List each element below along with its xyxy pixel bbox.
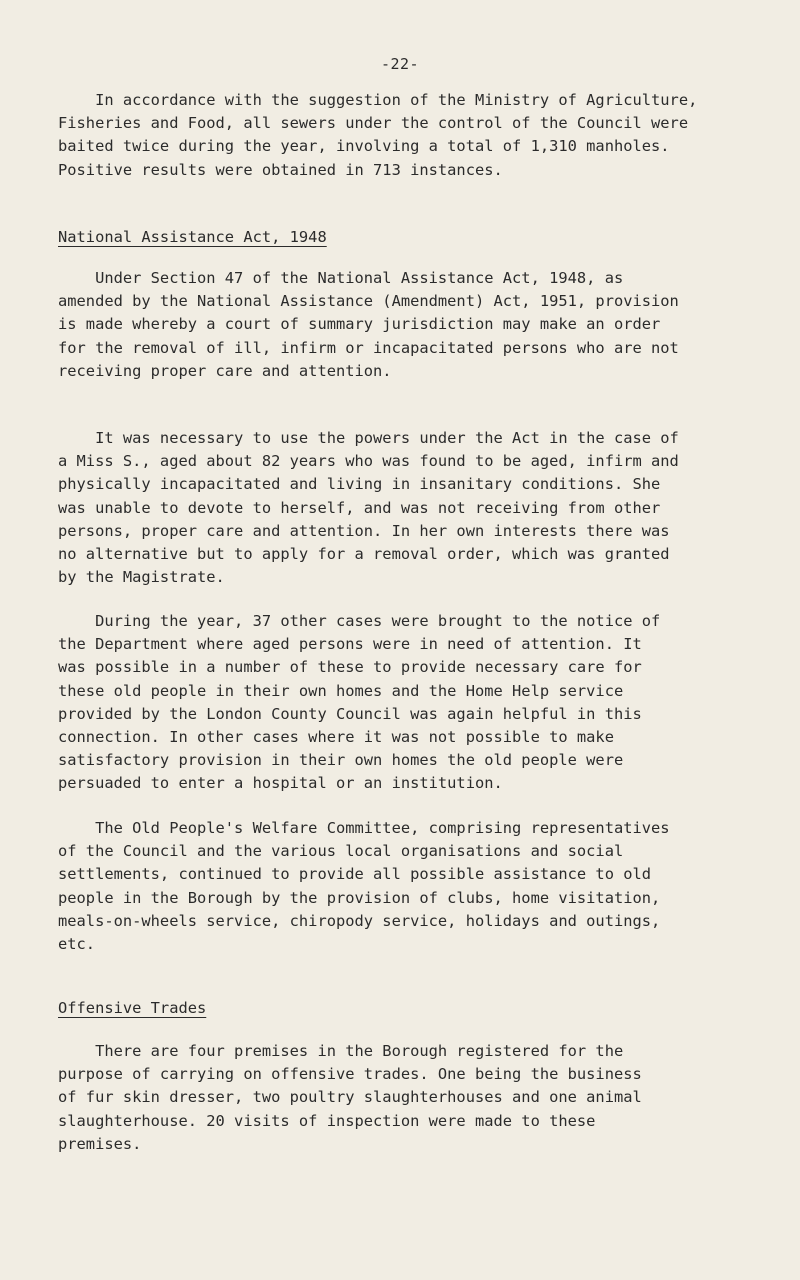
paragraph-offensive-trades bbox=[58, 1040, 788, 1156]
text-line: premises. bbox=[58, 1134, 142, 1153]
text-line: by the Magistrate. bbox=[58, 568, 225, 587]
text-line: people in the Borough by the provision of clubs, home visitation, bbox=[58, 888, 661, 907]
text-line: receiving proper care and attention. bbox=[58, 361, 392, 380]
text-line: is made whereby a court of summary jurisdiction may make an order bbox=[58, 315, 661, 334]
text-line: There are four premises in the Borough registered for the bbox=[58, 1042, 624, 1060]
text-line: During the year, 37 other cases were brought to the notice of bbox=[58, 612, 661, 630]
heading-offensive-trades: Offensive Trades bbox=[58, 999, 207, 1017]
paragraph-aged-persons-cases bbox=[58, 610, 788, 796]
text-line: The Old People's Welfare Committee, comprising representatives bbox=[58, 819, 670, 837]
text-line: settlements, continued to provide all possible assistance to old bbox=[58, 865, 652, 884]
text-line: satisfactory provision in their own homes the old people were bbox=[58, 751, 624, 770]
text-line: no alternative but to apply for a removal order, which was granted bbox=[58, 545, 670, 564]
text-line: Under Section 47 of the National Assistance Act, 1948, as bbox=[58, 269, 624, 287]
text-line: meals-on-wheels service, chiropody service, holidays and outings, bbox=[58, 911, 661, 930]
text-line: persons, proper care and attention. In her own interests there was bbox=[58, 521, 670, 540]
text-line: a Miss S., aged about 82 years who was found to be aged, infirm and bbox=[58, 452, 679, 471]
text-line: amended by the National Assistance (Amendment) Act, 1951, provision bbox=[58, 292, 679, 311]
paragraph-section-47 bbox=[58, 267, 788, 383]
paragraph-sewer-baiting bbox=[58, 89, 788, 182]
text-line: slaughterhouse. 20 visits of inspection were made to these bbox=[58, 1111, 596, 1130]
heading-national-assistance-act: National Assistance Act, 1948 bbox=[58, 228, 327, 246]
text-line: of the Council and the various local organisations and social bbox=[58, 842, 624, 861]
text-line: Positive results were obtained in 713 instances. bbox=[58, 160, 503, 179]
text-line: the Department where aged persons were in need of attention. It bbox=[58, 635, 642, 654]
text-line: Fisheries and Food, all sewers under the control of the Council were bbox=[58, 114, 689, 133]
text-line: physically incapacitated and living in insanitary conditions. She bbox=[58, 475, 661, 494]
text-line: was possible in a number of these to provide necessary care for bbox=[58, 658, 642, 677]
text-line: was unable to devote to herself, and was not receiving from other bbox=[58, 498, 661, 517]
text-line: connection. In other cases where it was not possible to make bbox=[58, 728, 614, 747]
text-line: purpose of carrying on offensive trades. One being the business bbox=[58, 1065, 642, 1084]
paragraph-miss-s-case bbox=[58, 427, 788, 589]
text-line: It was necessary to use the powers under the Act in the case of bbox=[58, 429, 679, 447]
page-number: -22- bbox=[380, 55, 420, 73]
text-line: etc. bbox=[58, 935, 96, 954]
text-line: for the removal of ill, infirm or incapacitated persons who are not bbox=[58, 338, 679, 357]
paragraph-old-peoples-welfare bbox=[58, 817, 788, 956]
text-line: these old people in their own homes and the Home Help service bbox=[58, 681, 624, 700]
text-line: provided by the London County Council was again helpful in this bbox=[58, 704, 642, 723]
text-line: baited twice during the year, involving a total of 1,310 manholes. bbox=[58, 137, 670, 156]
text-line: persuaded to enter a hospital or an institution. bbox=[58, 774, 503, 793]
text-line: of fur skin dresser, two poultry slaughterhouses and one animal bbox=[58, 1088, 642, 1107]
text-line: In accordance with the suggestion of the Ministry of Agriculture, bbox=[58, 91, 698, 109]
